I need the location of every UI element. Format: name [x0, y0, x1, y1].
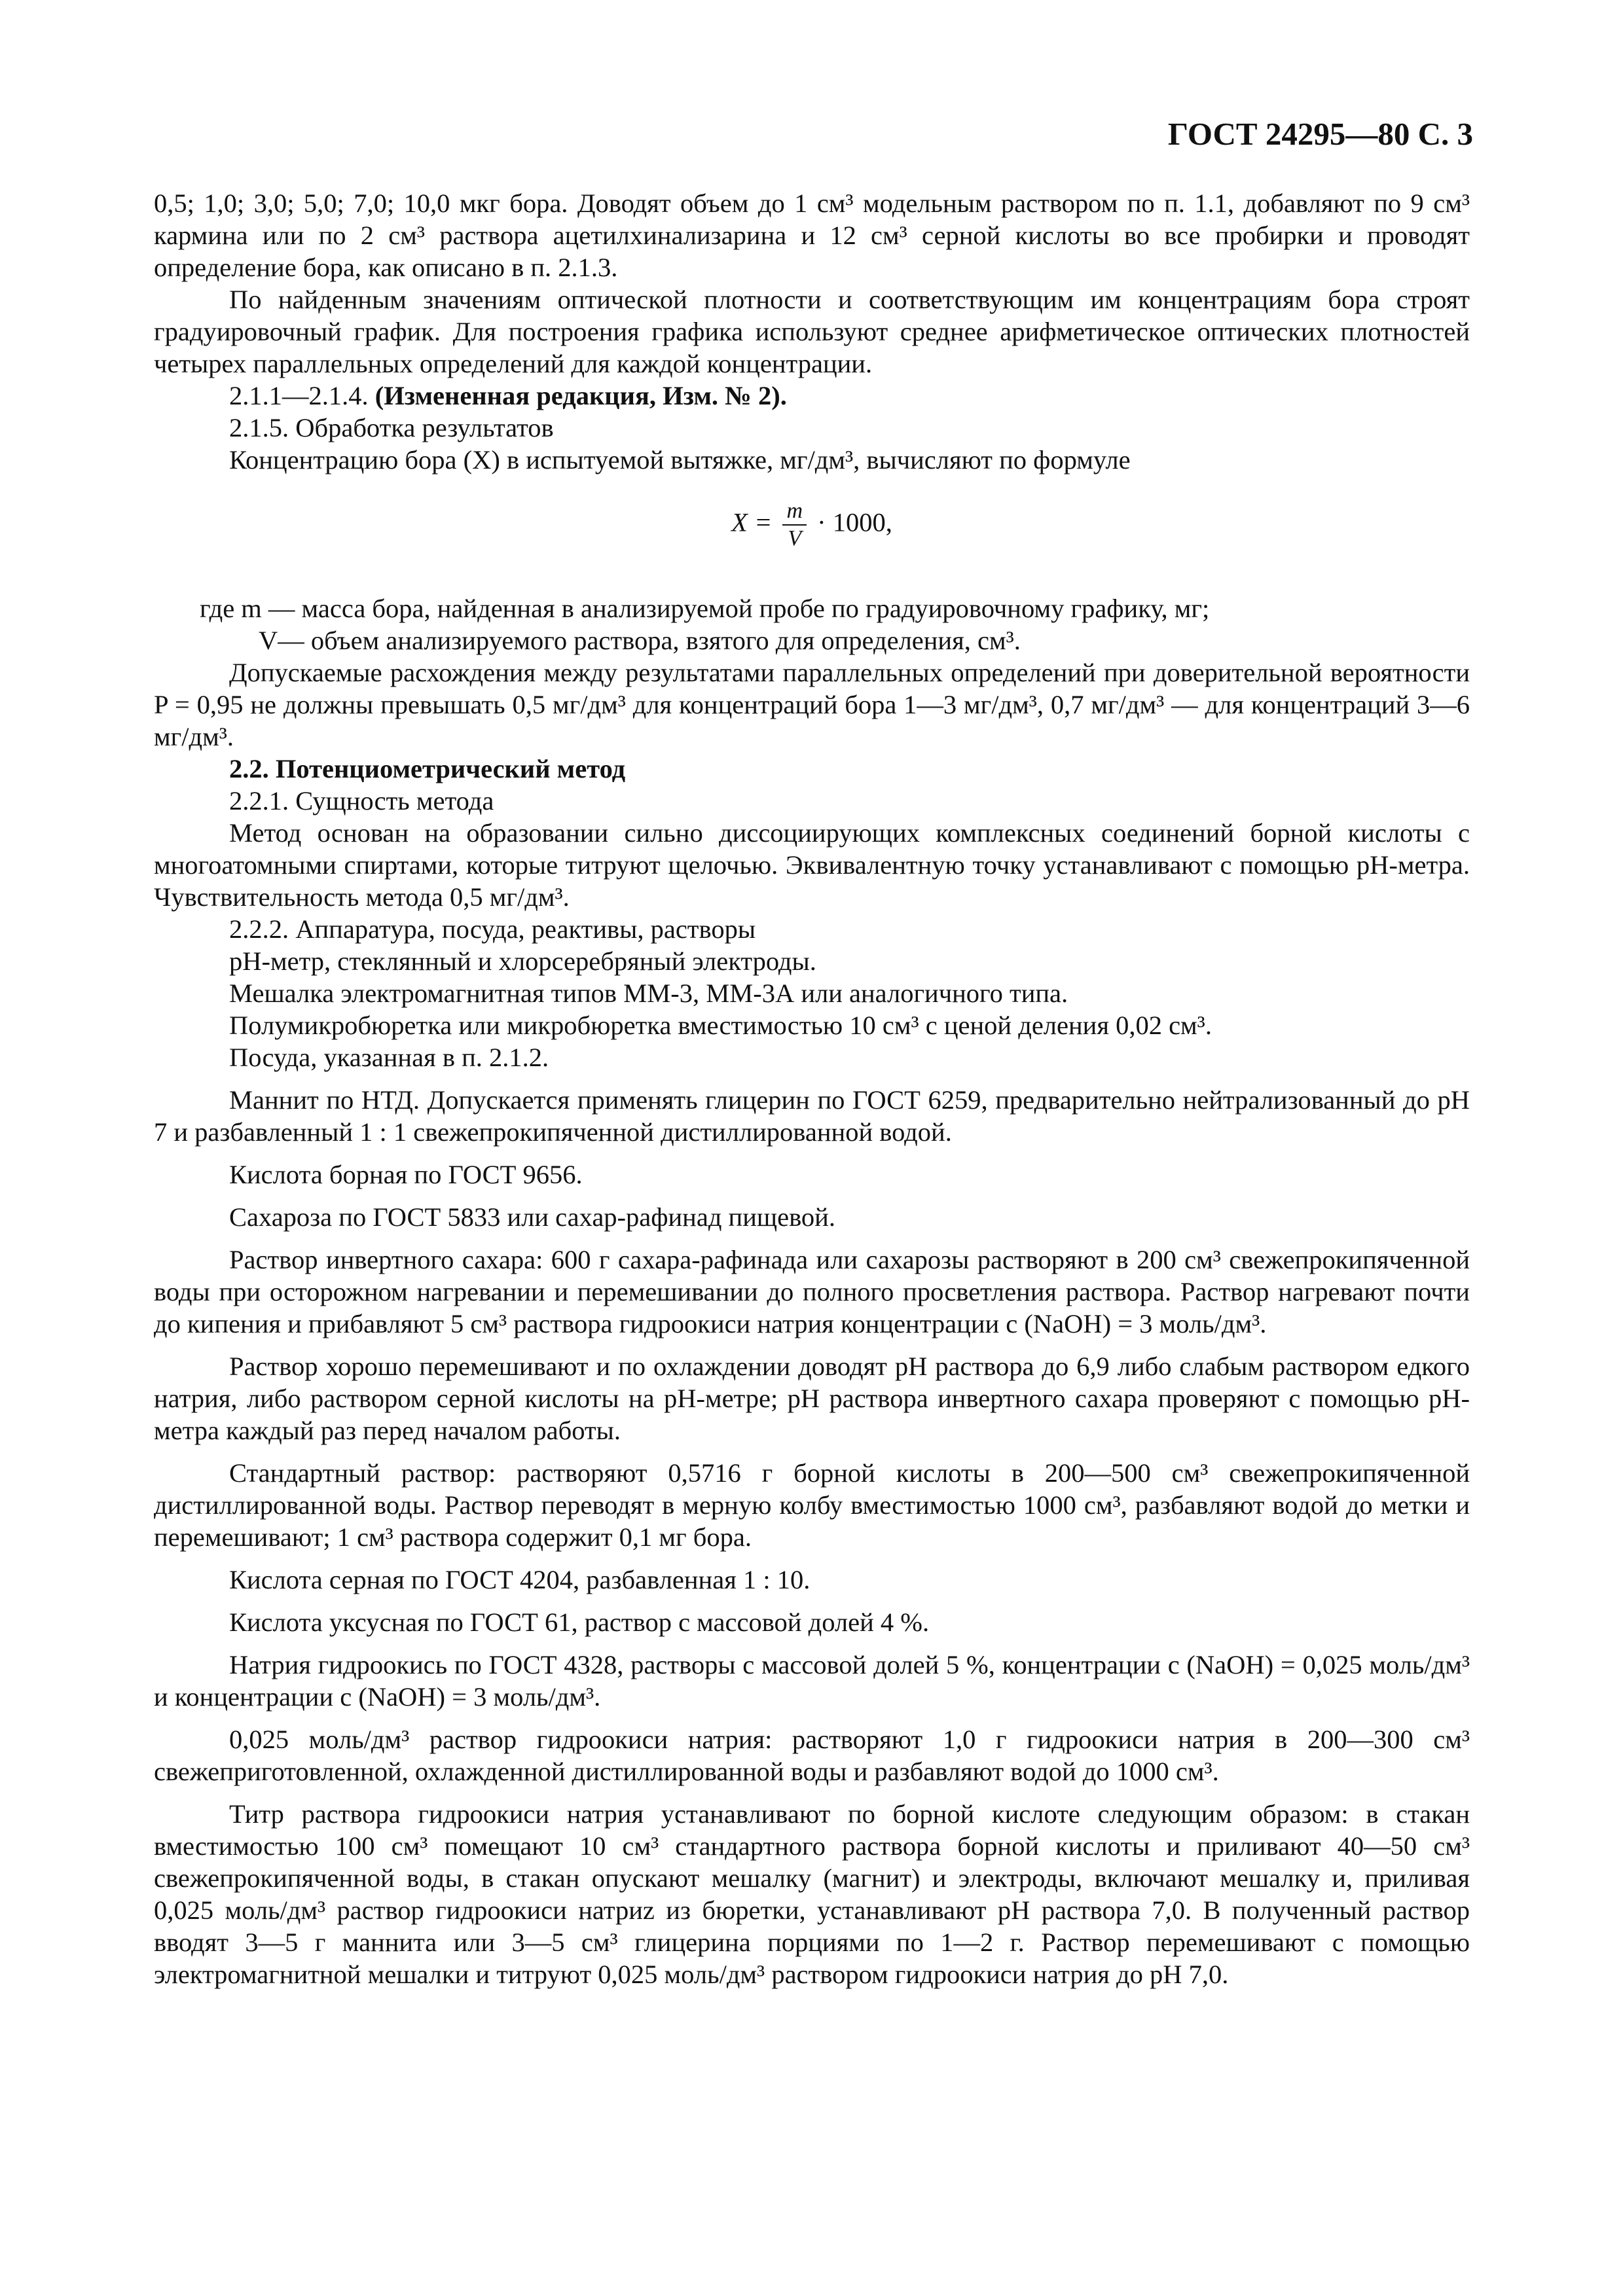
paragraph-calibration-graph: По найденным значениям оптической плотности и соответствующим им концентрациям бора строят градуировочный график. Для построения графика используют среднее арифметическое оптических плотностей четырех параллельных определений для каждой концентрации.	[154, 285, 1470, 378]
formula-where-m: где m — масса бора, найденная в анализируемой пробе по градуировочному графику, мг;	[200, 594, 1210, 623]
paragraph-tolerance: Допускаемые расхождения между результатами параллельных определений при доверительной вероятности P = 0,95 не должны превышать 0,5 мг/дм³ для концентраций бора 1—3 мг/дм³, 0,7 мг/дм³ — для концентраций 3—6 мг/дм³.	[154, 658, 1470, 751]
formula-denominator: V	[788, 526, 802, 550]
formula-where-v: V— объем анализируемого раствора, взятого для определения, см³.	[259, 626, 1021, 655]
page-header: ГОСТ 24295—80 С. 3	[1167, 116, 1473, 152]
paragraph-mannitol: Маннит по НТД. Допускается применять глицерин по ГОСТ 6259, предварительно нейтрализованный до pH 7 и разбавленный 1 : 1 свежепрокипяченной дистиллированной водой.	[154, 1085, 1470, 1147]
paragraph-naoh-preparation: 0,025 моль/дм³ раствор гидроокиси натрия: растворяют 1,0 г гидроокиси натрия в 200—300 см³ свежеприготовленной, охлажденной дистиллированной воды и разбавляют водой до 1000 см³.	[154, 1725, 1470, 1786]
formula-numerator: m	[782, 498, 807, 526]
paragraph-method-principle: Метод основан на образовании сильно диссоциирующих комплексных соединений борной кислоты с многоатомными спиртами, которые титруют щелочью. Эквивалентную точку устанавливают с помощью pH-метра. Чувствительность метода 0,5 мг/дм³.	[154, 818, 1470, 912]
list-item-glassware: Посуда, указанная в п. 2.1.2.	[229, 1043, 549, 1072]
amendment-note: (Измененная редакция, Изм. № 2).	[374, 381, 787, 410]
paragraph-formula-intro: Концентрацию бора (X) в испытуемой вытяжке, мг/дм³, вычисляют по формуле	[229, 445, 1131, 475]
paragraph-standard-solution: Стандартный раствор: растворяют 0,5716 г борной кислоты в 200—500 см³ свежепрокипяченной дистиллированной воды. Раствор переводят в мерную колбу вместимостью 1000 см³, разбавляют водой до метки и перемешивают; 1 см³ раствора содержит 0,1 мг бора.	[154, 1458, 1470, 1552]
section-2-2-heading: 2.2. Потенциометрический метод	[229, 754, 626, 783]
paragraph-calibration-amounts: 0,5; 1,0; 3,0; 5,0; 7,0; 10,0 мкг бора. Доводят объем до 1 см³ модельным раствором по п. 1.1, добавляют по 9 см³ кармина или по 2 см³ раствора ацетилхинализарина и 12 см³ серной кислоты во все пробирки и проводят определение бора, как описано в п. 2.1.3.	[154, 188, 1470, 282]
list-item-burette: Полумикробюретка или микробюретка вместимостью 10 см³ с ценой деления 0,02 см³.	[229, 1011, 1212, 1040]
section-2-2-1-heading: 2.2.1. Сущность метода	[229, 786, 494, 816]
paragraph-ph-adjust: Раствор хорошо перемешивают и по охлаждении доводят pH раствора до 6,9 либо слабым раствором едкого натрия, либо раствором серной кислоты на pH-метре; pH раствора инвертного сахара проверяют с помощью pH-метра каждый раз перед началом работы.	[154, 1352, 1470, 1445]
formula-rhs: · 1000,	[817, 507, 892, 537]
paragraph-sodium-hydroxide: Натрия гидроокись по ГОСТ 4328, растворы с массовой долей 5 %, концентрации c (NaOH) = 0,025 моль/дм³ и концентрации c (NaOH) = 3 моль/дм³.	[154, 1650, 1470, 1712]
paragraph-boric-acid: Кислота борная по ГОСТ 9656.	[229, 1160, 583, 1189]
section-2-1-5-heading: 2.1.5. Обработка результатов	[229, 413, 554, 442]
paragraph-sulfuric-acid: Кислота серная по ГОСТ 4204, разбавленная 1 : 10.	[229, 1565, 811, 1594]
document-body	[154, 187, 1470, 1990]
list-item-stirrer: Мешалка электромагнитная типов ММ-3, ММ-3А или аналогичного типа.	[229, 978, 1068, 1008]
paragraph-sucrose: Сахароза по ГОСТ 5833 или сахар-рафинад пищевой.	[229, 1202, 835, 1232]
section-number: 2.1.1—2.1.4.	[229, 381, 369, 410]
paragraph-amendment	[154, 380, 1470, 412]
paragraph-acetic-acid: Кислота уксусная по ГОСТ 61, раствор с массовой долей 4 %.	[229, 1607, 930, 1637]
section-2-2-2-heading: 2.2.2. Аппаратура, посуда, реактивы, растворы	[229, 914, 756, 944]
formula	[154, 498, 1470, 564]
list-item-ph-meter: pH-метр, стеклянный и хлорсеребряный электроды.	[229, 946, 816, 976]
paragraph-titer: Титр раствора гидроокиси натрия устанавливают по борной кислоте следующим образом: в стакан вместимостью 100 см³ помещают 10 см³ стандартного раствора борной кислоты и приливают 40—50 см³ свежепрокипяченной воды, в стакан опускают мешалку (магнит) и электроды, включают мешалку и, приливая 0,025 моль/дм³ раствор гидроокиси натриz из бюретки, устанавливают pH раствора 7,0. В полученный раствор вводят 3—5 г маннита или 3—5 см³ глицерина порциями по 1—2 г. Раствор перемешивают с помощью электромагнитной мешалки и титруют 0,025 моль/дм³ раствором гидроокиси натрия до pH 7,0.	[154, 1799, 1470, 1989]
formula-lhs: X =	[731, 507, 773, 537]
paragraph-invert-sugar: Раствор инвертного сахара: 600 г сахара-рафинада или сахарозы растворяют в 200 см³ свежепрокипяченной воды при осторожном нагревании и перемешивании до полного просветления раствора. Раствор нагревают почти до кипения и прибавляют 5 см³ раствора гидроокиси натрия концентрации c (NaOH) = 3 моль/дм³.	[154, 1245, 1470, 1338]
formula-fraction	[782, 498, 807, 552]
